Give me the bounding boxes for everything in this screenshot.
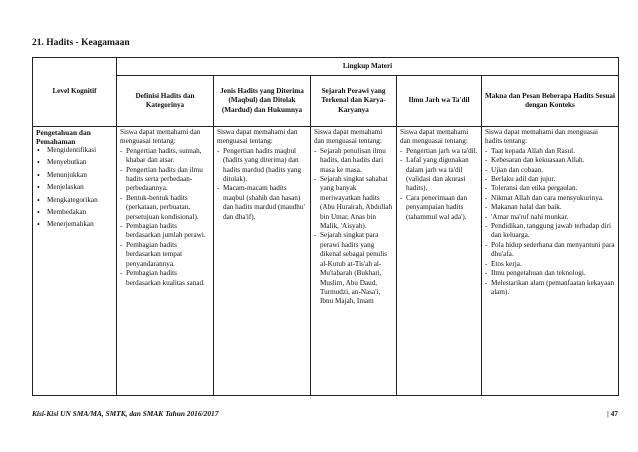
cell-jarh-tadil	[397, 127, 482, 396]
list-item: - Sejarah singkat sahabat yang banyak meriwayatkan hadits (Abu Hurairah, Abdullah bin Umar, Anas bin Malik, 'Aisyah).	[314, 175, 393, 231]
page-number: | 47	[607, 409, 618, 418]
header-definisi: Definisi Hadits dan Kategorinya	[117, 76, 214, 127]
list-item: • Menerjemahkan	[36, 220, 113, 229]
cell-intro: Siswa dapat memahami dan menguasai tentang:	[400, 128, 469, 146]
list-item: - Lafal yang digunakan dalam jarh wa ta'dil (validasi dan akurasi hadits).	[400, 156, 478, 194]
header-jenis-hadits: Jenis Hadits yang Diterima (Maqbul) dan Ditolak (Mardud) dan Hukumnya	[214, 76, 311, 127]
list-item: • Menyebutkan	[36, 158, 113, 167]
cell-intro: Siswa dapat memahami dan menguasai tentang:	[314, 128, 383, 146]
list-item: • Mengkategorikan	[36, 196, 113, 205]
list-item: - Pengertian hadits maqbul (hadits yang diterima) dan hadits mardud (hadits yang ditolak).	[217, 147, 307, 185]
list-item: - Nikmat Allah dan cara mensyukurinya.	[485, 194, 615, 203]
level-list	[36, 146, 113, 230]
header-level-kognitif: Level Kognitif	[33, 58, 117, 127]
list-item: - Berlaku adil dan jujur.	[485, 175, 615, 184]
list-item: - Pengertian jarh wa ta'dil.	[400, 147, 478, 156]
list-item: - Sejarah singkat para perawi hadits yang dikenal sebagai penulis al-Kutub at-Tis'ah al-Mu'tabarah (Bukhari, Muslim, Abu Daud, Turmudzi, an-Nasa'i, Ibnu Majah, Imam	[314, 231, 393, 306]
header-makna-pesan: Makna dan Pesan Beberapa Hadits Sesuai dengan Konteks	[482, 76, 619, 127]
level-cell	[33, 127, 117, 396]
cell-definisi	[117, 127, 214, 396]
list-item: - Kebesaran dan kekuasaan Allah.	[485, 156, 615, 165]
list-item: - Sejarah penulisan ilmu hadits, dan hadits dari masa ke masa.	[314, 147, 393, 175]
list-item: - Pengertian hadits, sunnah, khabar dan atsar.	[120, 147, 210, 166]
list-item: - Makanan halal dan baik.	[485, 203, 615, 212]
list-item: • Mengidentifikasi	[36, 146, 113, 155]
list-item: - 'Amar ma'ruf nahi munkar.	[485, 213, 615, 222]
cell-intro: Siswa dapat memahami dan menguasai tentang:	[217, 128, 298, 146]
list-item: - Ilmu pengetahuan dan teknologi.	[485, 269, 615, 278]
list-item: • Membedakan	[36, 208, 113, 217]
list-item: • Menunjukkan	[36, 171, 113, 180]
list-item: - Pola hidup sederhana dan menyantuni para dhu'afa.	[485, 241, 615, 260]
list-item: - Taat kepada Allah dan Rasul.	[485, 147, 615, 156]
cell-intro: Siswa dapat memahami dan menguasai tentang:	[120, 128, 201, 146]
list-item: - Ujian dan cobaan.	[485, 166, 615, 175]
list-item: - Macam-macam hadits maqbul (shahih dan hasan) dan hadits mardud (maudhu' dan dha'if).	[217, 184, 307, 222]
list-item: - Pendidikan, tanggung jawab terhadap diri dan keluarga.	[485, 222, 615, 241]
list-item: • Menjelaskan	[36, 183, 113, 192]
list-item: - Etos kerja.	[485, 260, 615, 269]
list-item: - Pengertian hadits dan ilmu hadits serta perbedaan-perbedaannya.	[120, 166, 210, 194]
list-item: - Pembagian hadits berdasarkan kualitas sanad.	[120, 269, 210, 288]
header-lingkup-materi: Lingkup Materi	[117, 58, 619, 76]
competency-table	[32, 57, 619, 396]
list-item: - Cara penerimaan dan penyampaian hadits (tahammul wal ada').	[400, 194, 478, 222]
list-item: - Bentuk-bentuk hadits (perkataan, perbuatan, persetujuan kondisional).	[120, 194, 210, 222]
list-item: - Melestarikan alam (pemanfaatan kekayaan alam).	[485, 279, 615, 298]
header-jarh-tadil: Ilmu Jarh wa Ta'dil	[397, 76, 482, 127]
cell-makna-pesan	[482, 127, 619, 396]
footer-title: Kisi-Kisi UN SMA/MA, SMTK, dan SMAK Tahun 2016/2017	[32, 409, 219, 418]
cell-jenis-hadits	[214, 127, 311, 396]
list-item: - Toleransi dan etika pergaulan.	[485, 184, 615, 193]
list-item: - Pembagian hadits berdasarkan jumlah perawi.	[120, 222, 210, 241]
page-footer	[32, 409, 618, 418]
level-heading: Pengetahuan dan Pemahaman	[36, 128, 91, 146]
header-sejarah-perawi: Sejarah Perawi yang Terkenal dan Karya-Karyanya	[311, 76, 397, 127]
section-title: 21. Hadits - Keagamaan	[32, 38, 130, 48]
list-item: - Pembagian hadits berdasarkan tempat penyandarannya.	[120, 241, 210, 269]
cell-intro: Siswa dapat memahami dan menguasai hadits tentang:	[485, 128, 598, 146]
cell-sejarah-perawi	[311, 127, 397, 396]
